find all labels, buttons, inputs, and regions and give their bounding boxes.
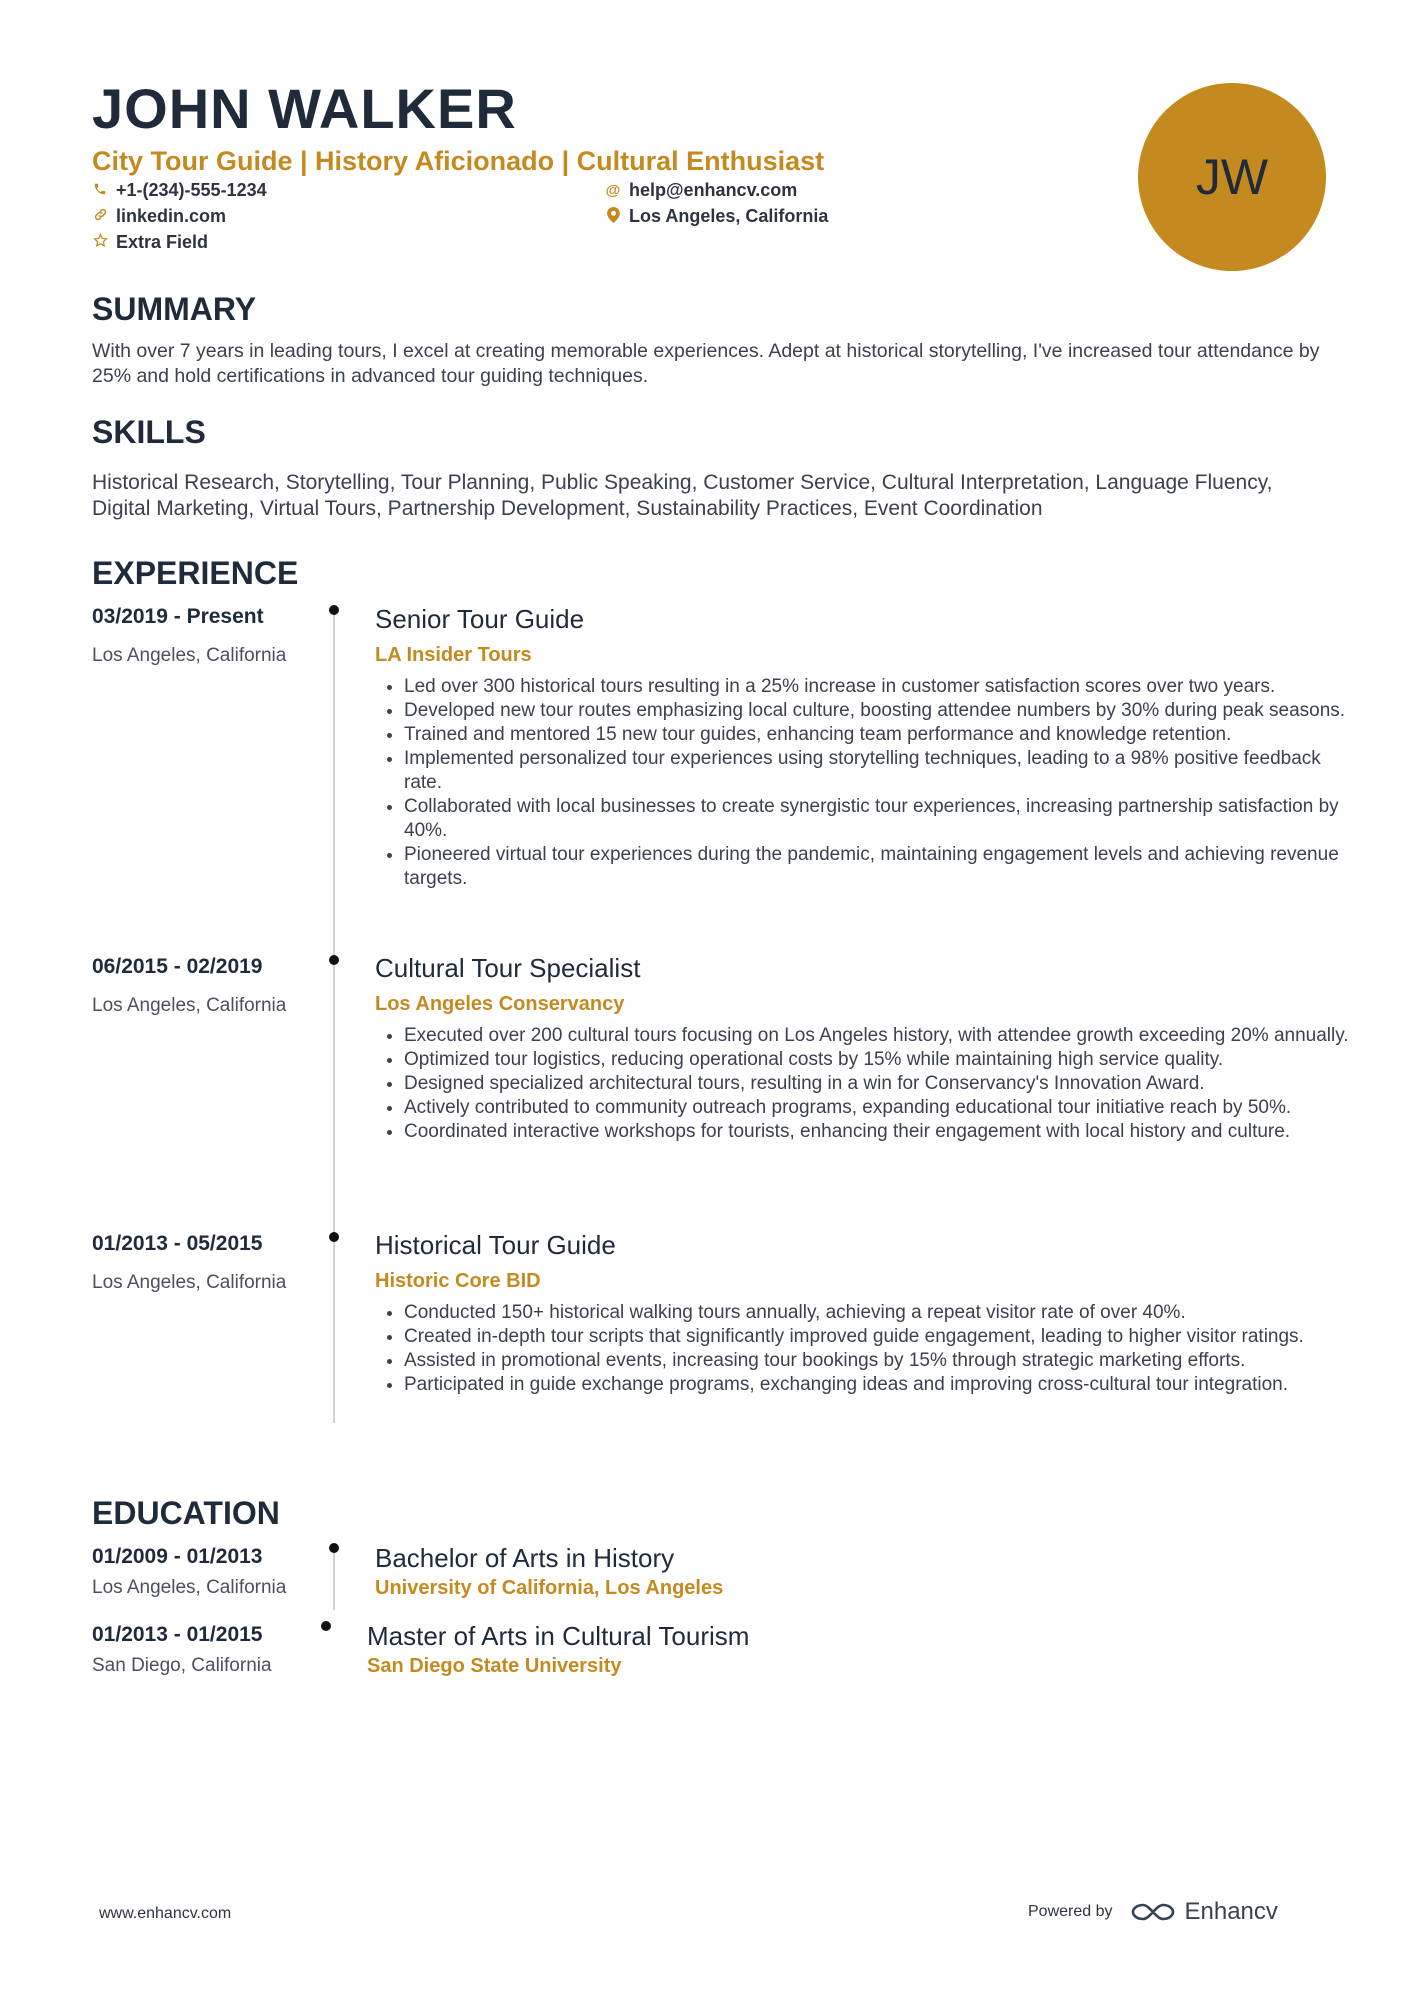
bullet-item: • Led over 300 historical tours resulting in a 25% increase in customer satisfaction scores over two years. — [404, 675, 1364, 699]
footer-website[interactable]: www.enhancv.com — [99, 1905, 232, 1922]
contact-linkedin[interactable] — [92, 206, 226, 227]
avatar — [1138, 83, 1326, 271]
education-location: San Diego, California — [92, 1655, 272, 1676]
job-dates: 01/2013 - 05/2015 — [92, 1232, 263, 1255]
education-degree: Bachelor of Arts in History — [375, 1543, 675, 1573]
infinity-logo-icon — [1129, 1901, 1177, 1923]
education-degree: Master of Arts in Cultural Tourism — [367, 1621, 750, 1651]
phone-icon — [92, 182, 108, 200]
job-location: Los Angeles, California — [92, 1272, 287, 1293]
skills-title: SKILLS — [92, 414, 206, 450]
linkedin-text[interactable]: linkedin.com — [116, 206, 227, 226]
experience-timeline — [333, 613, 335, 1423]
bullet-item: • Implemented personalized tour experiences using storytelling techniques, leading to a 98% positive feedback rate. — [404, 747, 1364, 795]
education-school: San Diego State University — [367, 1655, 622, 1677]
contact-phone — [92, 180, 267, 201]
candidate-name: JOHN WALKER — [92, 77, 517, 140]
timeline-dot — [329, 1232, 339, 1242]
star-icon — [92, 233, 108, 252]
job-location: Los Angeles, California — [92, 645, 287, 666]
timeline-dot — [321, 1621, 331, 1631]
education-location: Los Angeles, California — [92, 1577, 287, 1598]
job-dates: 06/2015 - 02/2019 — [92, 955, 263, 978]
bullet-item: • Conducted 150+ historical walking tours annually, achieving a repeat visitor rate of over 40%. — [404, 1301, 1364, 1325]
bullet-item: • Developed new tour routes emphasizing local culture, boosting attendee numbers by 30% during peak seasons. — [404, 699, 1364, 723]
skills-text: Historical Research, Storytelling, Tour Planning, Public Speaking, Customer Service, Cultural Interpretation, Language Fluency, Digital Marketing, Virtual Tours, Partnership Development, Sustainability Practices, Event Coordination — [92, 471, 1273, 520]
bullet-item: • Actively contributed to community outreach programs, expanding educational tour initiative reach by 50%. — [404, 1096, 1364, 1120]
bullet-item: • Participated in guide exchange programs, exchanging ideas and improving cross-cultural tour integration. — [404, 1373, 1364, 1397]
footer-branding — [1028, 1898, 1278, 1926]
bullet-item: • Created in-depth tour scripts that significantly improved guide engagement, leading to higher visitor ratings. — [404, 1325, 1364, 1349]
bullet-item: • Assisted in promotional events, increasing tour bookings by 15% through strategic marketing efforts. — [404, 1349, 1364, 1373]
at-icon: @ — [605, 182, 621, 199]
contact-extra — [92, 232, 208, 253]
job-location: Los Angeles, California — [92, 995, 287, 1016]
experience-title: EXPERIENCE — [92, 555, 299, 591]
education-title: EDUCATION — [92, 1495, 280, 1531]
brand-logo[interactable] — [1129, 1898, 1278, 1926]
phone-text: +1-(234)-555-1234 — [116, 180, 267, 200]
education-dates: 01/2009 - 01/2013 — [92, 1545, 263, 1568]
job-dates: 03/2019 - Present — [92, 605, 264, 628]
education-dates: 01/2013 - 01/2015 — [92, 1623, 263, 1646]
bullet-item: • Executed over 200 cultural tours focusing on Los Angeles history, with attendee growth exceeding 20% annually. — [404, 1024, 1364, 1048]
bullet-item: • Optimized tour logistics, reducing operational costs by 15% while maintaining high service quality. — [404, 1048, 1364, 1072]
bullet-item: • Pioneered virtual tour experiences during the pandemic, maintaining engagement levels and achieving revenue targets. — [404, 843, 1364, 891]
email-text[interactable]: help@enhancv.com — [629, 180, 798, 200]
job-role: Senior Tour Guide — [375, 604, 585, 634]
bullet-item: • Trained and mentored 15 new tour guides, enhancing team performance and knowledge retention. — [404, 723, 1364, 747]
bullet-item: • Coordinated interactive workshops for tourists, enhancing their engagement with local history and culture. — [404, 1120, 1364, 1144]
contact-location — [605, 206, 828, 227]
timeline-dot — [329, 1543, 339, 1553]
job-company: Los Angeles Conservancy — [375, 993, 625, 1015]
extra-field-text: Extra Field — [116, 232, 209, 252]
timeline-dot — [329, 605, 339, 615]
location-text: Los Angeles, California — [629, 206, 829, 226]
brand-name: Enhancv — [1184, 1898, 1278, 1925]
avatar-initials: JW — [1195, 149, 1269, 205]
job-bullets — [376, 675, 1364, 891]
bullet-item: • Collaborated with local businesses to create synergistic tour experiences, increasing partnership satisfaction by 40%. — [404, 795, 1364, 843]
job-bullets — [376, 1024, 1364, 1144]
candidate-tagline: City Tour Guide | History Aficionado | Cultural Enthusiast — [92, 146, 825, 176]
job-company: Historic Core BID — [375, 1270, 541, 1292]
education-timeline — [333, 1548, 335, 1610]
job-bullets — [376, 1301, 1364, 1397]
education-school: University of California, Los Angeles — [375, 1577, 724, 1599]
bullet-item: • Designed specialized architectural tours, resulting in a win for Conservancy's Innovation Award. — [404, 1072, 1364, 1096]
summary-text: With over 7 years in leading tours, I excel at creating memorable experiences. Adept at historical storytelling, I've increased tour attendance by 25% and hold certifications in advanced tour guiding techniques. — [92, 340, 1320, 387]
link-icon — [92, 207, 108, 226]
contact-email[interactable] — [605, 180, 797, 201]
job-role: Historical Tour Guide — [375, 1230, 616, 1260]
job-role: Cultural Tour Specialist — [375, 953, 641, 983]
timeline-dot — [329, 955, 339, 965]
powered-by-label: Powered by — [1028, 1903, 1113, 1920]
summary-title: SUMMARY — [92, 291, 257, 327]
map-pin-icon — [605, 207, 621, 227]
job-company: LA Insider Tours — [375, 644, 532, 666]
